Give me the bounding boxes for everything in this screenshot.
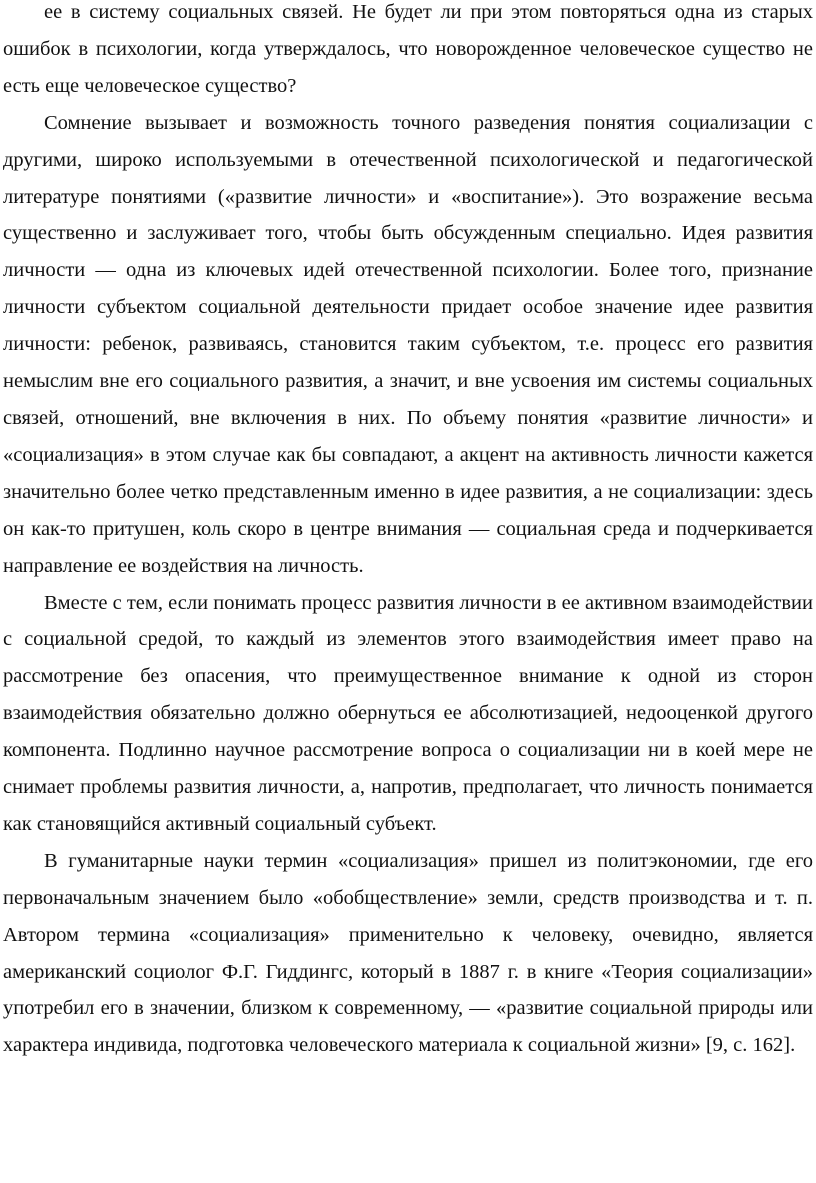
paragraph-continuation: ее в систему социальных связей. Не будет ли при этом повторяться одна из старых ошибок в психологии, когда утверждалось, что новорожденное человеческое существо не есть еще человеческое существо? <box>3 1 813 97</box>
paragraph-interaction: Вместе с тем, если понимать процесс развития личности в ее активном взаимодействии с социальной средой, то каждый из элементов этого взаимодействия имеет право на рассмотрение без опасения, что преимущественное внимание к одной из сторон взаимодействия обязательно должно обернуться ее абсолютизацией, недооценкой другого компонента. Подлинно научное рассмотрение вопроса о социализации ни в коей мере не снимает проблемы развития личности, а, напротив, предполагает, что личность понимается как становящийся активный социальный субъект. <box>3 591 813 835</box>
paragraph-term-origin: В гуманитарные науки термин «социализация» пришел из политэкономии, где его первоначальным значением было «обобществление» земли, средств производства и т. п. Автором термина «социализация» применительно к человеку, очевидно, является американский социолог Ф.Г. Гиддингс, который в 1887 г. в книге «Теория социализации» употребил его в значении, близком к современному, — «развитие социальной природы или характера индивида, подготовка человеческого материала к социальной жизни» [9, с. 162]. <box>3 849 813 1057</box>
paragraph-socialization-doubt: Сомнение вызывает и возможность точного разведения понятия социализации с другими, широко используемыми в отечественной психологической и педагогической литературе понятиями («развитие личности» и «воспитание»). Это возражение весьма существенно и заслуживает того, чтобы быть обсужденным специально. Идея развития личности — одна из ключевых идей отечественной психологии. Более того, признание личности субъектом социальной деятельности придает особое значение идее развития личности: ребенок, развиваясь, становится таким субъектом, т.е. процесс его развития немыслим вне его социального развития, а значит, и вне усвоения им системы социальных связей, отношений, вне включения в них. По объему понятия «развитие личности» и «социализация» в этом случае как бы совпадают, а акцент на активность личности кажется значительно более четко представленным именно в идее развития, а не социализации: здесь он как-то притушен, коль скоро в центре внимания — социальная среда и подчеркивается направление ее воздействия на личность. <box>3 111 813 577</box>
